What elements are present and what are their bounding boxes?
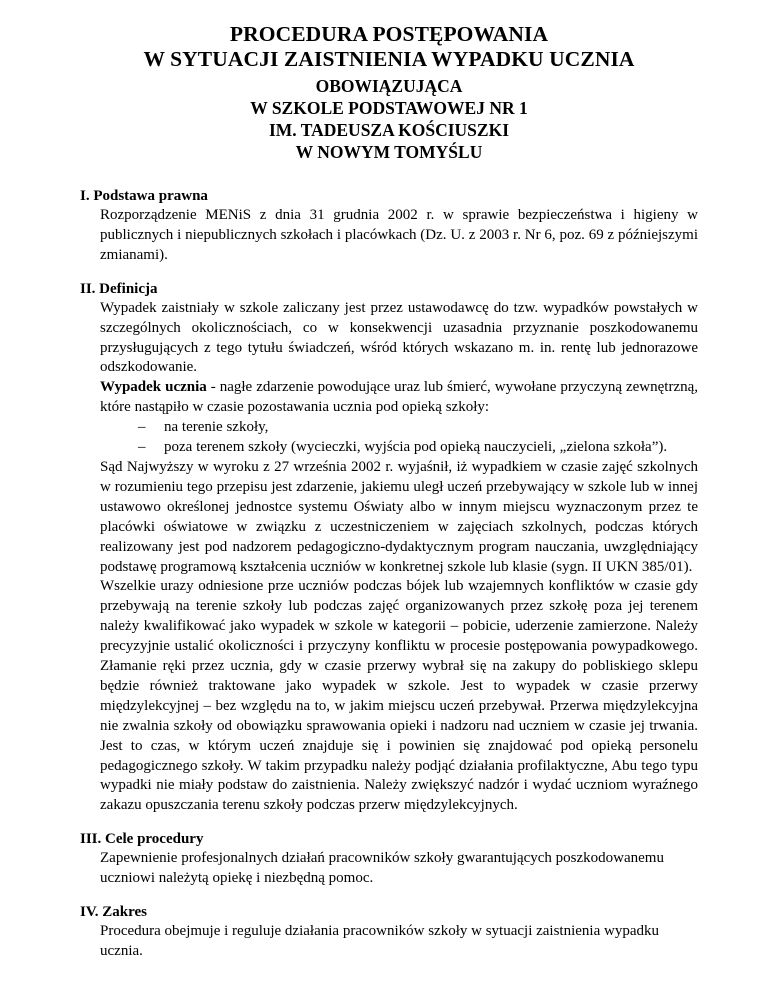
paragraph: Wypadek zaistniały w szkole zaliczany jest przez ustawodawcę do tzw. wypadków powstałych w szczególnych okolicznościach, co w konsekwencji uzasadnia przyznanie poszkodowanemu przysługujących z tego tytułu świadczeń, wśród których wskazano m. in. rentę lub jednorazowe odszkodowanie. [100, 299, 698, 376]
title-line-3: OBOWIĄZUJĄCA [315, 76, 463, 96]
title-line-2: W SYTUACJI ZAISTNIENIA WYPADKU UCZNIA [143, 47, 635, 71]
dash-list [100, 418, 698, 458]
title-line-6: W NOWYM TOMYŚLU [295, 142, 483, 162]
section-definition [80, 280, 698, 817]
section-heading: III. Cele procedury [80, 831, 204, 848]
section-scope [80, 903, 698, 962]
title-line-5: IM. TADEUSZA KOŚCIUSZKI [268, 120, 510, 140]
paragraph: Sąd Najwyższy w wyroku z 27 września 2002 r. wyjaśnił, iż wypadkiem w czasie zajęć szkolnych w rozumieniu tego przepisu jest zdarzenie, jakiemu uległ uczeń przebywający w szkole lub w innej ustawowo określonej jednostce systemu Oświaty albo w innym miejscu wyznaczonym przez te placówki oświatowe w związku z uczestniczeniem w zajęciach szkolnych, podczas których realizowany jest pod nadzorem pedagogiczno-dydaktycznym program nauczania, uwzględniający podstawę programową kształcenia uczniów w konkretnej szkole lub klasie (sygn. II UKN 385/01). [100, 458, 698, 575]
term-definition: - nagłe zdarzenie powodujące uraz lub śmierć, wywołane przyczyną zewnętrzną, które nastąpiło w czasie pozostawania ucznia pod opieką szkoły: [100, 379, 699, 416]
section-text: Procedura obejmuje i reguluje działania pracowników szkoły w sytuacji zaistnienia wypadku ucznia. [100, 923, 659, 959]
section-heading: IV. Zakres [80, 904, 147, 921]
paragraph-definition [100, 378, 698, 418]
section-heading: I. Podstawa prawna [80, 188, 208, 204]
section-text: Rozporządzenie MENiS z dnia 31 grudnia 2002 r. w sprawie bezpieczeństwa i higieny w publicznych i niepublicznych szkołach i placówkach (Dz. U. z 2003 r. Nr 6, poz. 69 z późniejszymi zmianami). [100, 207, 698, 263]
list-item: – poza terenem szkoły (wycieczki, wyjścia pod opieką nauczycieli, „zielona szkoła”). [138, 438, 698, 458]
section-goals [80, 830, 698, 889]
list-item: – na terenie szkoły, [138, 418, 698, 438]
term-bold: Wypadek ucznia [100, 379, 207, 396]
section-text: Zapewnienie profesjonalnych działań pracowników szkoły gwarantujących poszkodowanemu uczniowi należytą opiekę i niezbędną pomoc. [100, 850, 664, 887]
document-title [80, 22, 698, 163]
section-heading: II. Definicja [80, 280, 158, 297]
paragraph: Wszelkie urazy odniesione prze uczniów podczas bójek lub wzajemnych konfliktów w czasie gdy przebywają na terenie szkoły lub podczas zajęć organizowanych przez szkołę poza jej terenem należy kwalifikować jako wypadek w szkole w kategorii – pobicie, uderzenie zamierzone. Należy precyzyjnie ustalić okoliczności i przyczyny konfliktu w procesie postępowania powypadkowego. Złamanie ręki przez ucznia, gdy w czasie przerwy wybrał się na zakupy do pobliskiego sklepu będzie również traktowane jako wypadek w szkole. Jest to wypadek w czasie przerwy międzylekcyjnej – bez względu na to, w jakim miejscu uczeń przebywał. Przerwa międzylekcyjna nie zwalnia szkoły od obowiązku sprawowania opieki i nadzoru nad uczniem w czasie jej trwania. Jest to czas, w którym uczeń znajduje się i powinien się znajdować pod opieką personelu pedagogicznego szkoły. W takim przypadku należy podjąć działania profilaktyczne, Abu tego typu wypadki nie miały podstaw do zaistnienia. Należy zwiększyć nadzór i wydać uczniom wyraźnego zakazu opuszczania terenu szkoły podczas przerw międzylekcyjnych. [100, 578, 698, 814]
title-line-4: W SZKOLE PODSTAWOWEJ NR 1 [250, 98, 528, 118]
section-legal-basis [80, 187, 698, 266]
section-body [80, 299, 698, 817]
title-line-1: PROCEDURA POSTĘPOWANIA [229, 22, 549, 46]
